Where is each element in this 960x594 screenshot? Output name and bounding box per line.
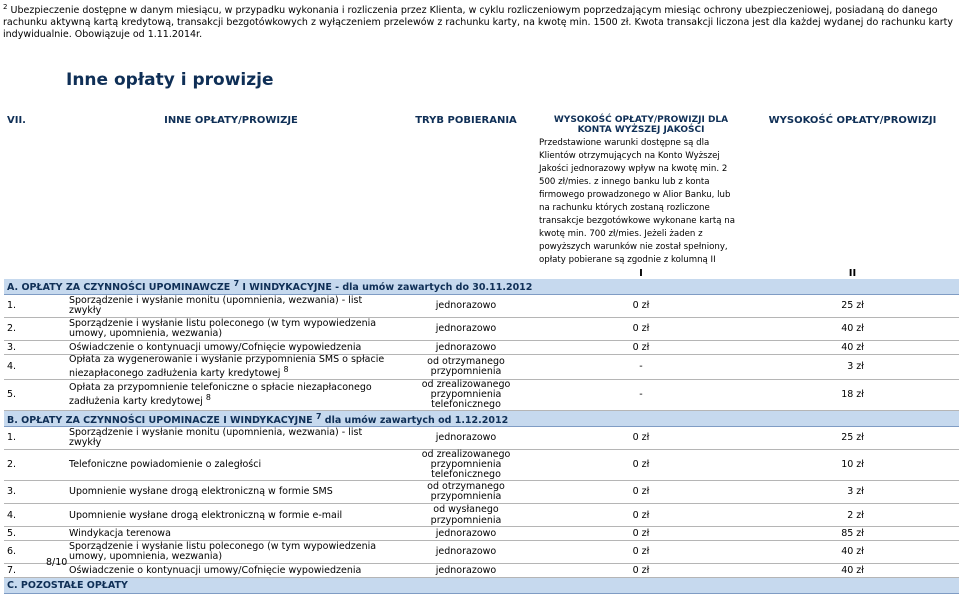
column-number-ii: II bbox=[848, 267, 857, 279]
fee-name bbox=[66, 527, 396, 541]
charge-mode: jednorazowo bbox=[396, 527, 536, 541]
table-row bbox=[4, 564, 959, 578]
fee-premium: 0 zł bbox=[536, 295, 746, 318]
page-number: 8/10 bbox=[46, 557, 68, 568]
table-row bbox=[4, 318, 959, 341]
table-row bbox=[4, 527, 959, 541]
fee-name bbox=[66, 541, 396, 564]
fee-standard: 18 zł bbox=[746, 380, 959, 411]
header-charge-mode: TRYB POBIERANIA bbox=[415, 115, 517, 126]
fee-name-text: Sporządzenie i wysłanie monitu (upomnienia, wezwania) - list zwykły bbox=[69, 427, 363, 449]
charge-mode: jednorazowo bbox=[396, 541, 536, 564]
charge-mode: jednorazowo bbox=[396, 341, 536, 355]
fee-name bbox=[66, 427, 396, 450]
header-fee-premium-note: Przedstawione warunki dostępne są dla Klientów otrzymujących na Konto Wyższej Jakości jednorazowy wpływ na kwotę min. 2 500 zł/mies. z innego banku lub z konta firmowego prowadzonego w Alior Banku, lub na rachunku których zostaną rozliczone transakcje bezgotówkowe wykonane kartą na kwotę min. 700 zł/mies. Jeżeli żaden z powyższych warunków nie został spełniony, opłaty pobierane są zgodnie z kolumną II bbox=[539, 138, 735, 265]
fee-standard: 3 zł bbox=[746, 355, 959, 380]
table-row bbox=[4, 450, 959, 481]
header-fee-premium-title: WYSOKOŚĆ OPŁATY/PROWIZJI DLA KONTA WYŻSZEJ JAKOŚCI bbox=[553, 115, 729, 135]
fee-premium: 0 zł bbox=[536, 427, 746, 450]
section-title-text: OPŁATY ZA CZYNNOŚCI UPOMINACZE I WINDYKACYJNE bbox=[21, 414, 313, 426]
fee-name-text: Upomnienie wysłane drogą elektroniczną w formie SMS bbox=[69, 486, 333, 498]
table-row bbox=[4, 481, 959, 504]
section-title bbox=[4, 578, 959, 594]
fee-premium: 0 zł bbox=[536, 541, 746, 564]
row-number: 5. bbox=[4, 527, 66, 541]
header-section-number: VII. bbox=[7, 115, 26, 126]
fee-standard: 2 zł bbox=[746, 504, 959, 527]
table-row bbox=[4, 541, 959, 564]
fee-footnote-ref: 8 bbox=[283, 365, 289, 374]
section-letter: B. bbox=[7, 414, 18, 426]
fee-name bbox=[66, 295, 396, 318]
section-header-row bbox=[4, 411, 959, 427]
fee-name-text: Sporządzenie i wysłanie monitu (upomnienia, wezwania) - list zwykły bbox=[69, 295, 363, 316]
column-number-i: I bbox=[639, 267, 643, 279]
fee-premium: 0 zł bbox=[536, 564, 746, 578]
fee-name-text: Upomnienie wysłane drogą elektroniczną w formie e-mail bbox=[69, 509, 343, 521]
page-title: Inne opłaty i prowizje bbox=[66, 70, 274, 90]
header-fee-standard: WYSOKOŚĆ OPŁATY/PROWIZJI bbox=[768, 115, 937, 126]
fee-standard: 85 zł bbox=[746, 527, 959, 541]
fee-name bbox=[66, 504, 396, 527]
fee-standard: 40 zł bbox=[746, 341, 959, 355]
fee-standard: 40 zł bbox=[746, 541, 959, 564]
fee-standard: 40 zł bbox=[746, 564, 959, 578]
fee-footnote-ref: 8 bbox=[205, 393, 211, 403]
footnote-number: 2 bbox=[3, 3, 8, 11]
fee-premium: 0 zł bbox=[536, 450, 746, 481]
section-title bbox=[4, 411, 959, 427]
section-title-text: POZOSTAŁE OPŁATY bbox=[20, 580, 128, 592]
fee-name-text: Windykacja terenowa bbox=[69, 528, 171, 540]
row-number: 6. bbox=[4, 541, 66, 564]
fee-standard: 40 zł bbox=[746, 318, 959, 341]
table-header-row bbox=[4, 115, 959, 267]
table-row bbox=[4, 295, 959, 318]
fee-name bbox=[66, 564, 396, 578]
row-number: 1. bbox=[4, 427, 66, 450]
fee-premium: 0 zł bbox=[536, 527, 746, 541]
footnote bbox=[3, 1, 953, 41]
section-footnote-ref: 7 bbox=[315, 411, 322, 421]
fee-name bbox=[66, 355, 396, 380]
charge-mode: jednorazowo bbox=[396, 564, 536, 578]
charge-mode: od wysłanego przypomnienia bbox=[396, 504, 536, 527]
header-fee-premium bbox=[536, 115, 746, 267]
fee-standard: 25 zł bbox=[746, 427, 959, 450]
fee-premium: 0 zł bbox=[536, 504, 746, 527]
fee-standard: 10 zł bbox=[746, 450, 959, 481]
charge-mode: jednorazowo bbox=[396, 318, 536, 341]
row-number: 3. bbox=[4, 341, 66, 355]
row-number: 4. bbox=[4, 355, 66, 380]
row-number: 2. bbox=[4, 450, 66, 481]
section-title-tail: I WINDYKACYJNE - dla umów zawartych do 30.11.2012 bbox=[242, 282, 533, 294]
charge-mode: jednorazowo bbox=[396, 295, 536, 318]
fee-name bbox=[66, 380, 396, 411]
charge-mode: od otrzymanego przypomnienia bbox=[396, 481, 536, 504]
section-letter: C. bbox=[7, 580, 18, 592]
fee-name bbox=[66, 481, 396, 504]
row-number: 2. bbox=[4, 318, 66, 341]
fee-name bbox=[66, 318, 396, 341]
fee-name-text: Telefoniczne powiadomienie o zaległości bbox=[69, 459, 262, 471]
table-row bbox=[4, 380, 959, 411]
row-number: 7. bbox=[4, 564, 66, 578]
row-number: 4. bbox=[4, 504, 66, 527]
fee-standard: 25 zł bbox=[746, 295, 959, 318]
row-number: 5. bbox=[4, 380, 66, 411]
fee-premium: - bbox=[536, 355, 746, 380]
fee-name-text: Opłata za wygenerowanie i wysłanie przypomnienia SMS o spłacie niezapłaconego zadłużenia karty kredytowej bbox=[69, 354, 385, 380]
fee-premium: 0 zł bbox=[536, 318, 746, 341]
footnote-text: Ubezpieczenie dostępne w danym miesiącu, w przypadku wykonania i rozliczenia przez Klienta, w cyklu rozliczeniowym poprzedzającym miesiąc ochrony ubezpieczeniowej, posiadaną do danego rachunku aktywną kartą kredytową, transakcji bezgotówkowych z wyłączeniem przelewów z rachunku karty, na kwotę min. 1500 zł. Kwota transakcji liczona jest dla każdej wydanej do rachunku karty indywidualnie. Obowiązuje od 1.11.2014r. bbox=[3, 5, 953, 41]
fees-table bbox=[4, 115, 959, 594]
column-numbers-row bbox=[4, 267, 959, 279]
table-row bbox=[4, 504, 959, 527]
fee-name bbox=[66, 450, 396, 481]
table-row bbox=[4, 355, 959, 380]
fee-name-text: Oświadczenie o kontynuacji umowy/Cofnięcie wypowiedzenia bbox=[69, 342, 362, 353]
table-row bbox=[4, 341, 959, 355]
fee-name-text: Opłata za przypomnienie telefoniczne o spłacie niezapłaconego zadłużenia karty kredytowej bbox=[69, 382, 372, 408]
section-header-row bbox=[4, 279, 959, 295]
fee-premium: 0 zł bbox=[536, 341, 746, 355]
row-number: 3. bbox=[4, 481, 66, 504]
charge-mode: od zrealizowanego przypomnienia telefonicznego bbox=[396, 380, 536, 411]
fee-premium: 0 zł bbox=[536, 481, 746, 504]
charge-mode: od otrzymanego przypomnienia bbox=[396, 355, 536, 380]
fee-name-text: Sporządzenie i wysłanie listu poleconego (w tym wypowiedzenia umowy, upomnienia, wezwania) bbox=[69, 541, 377, 563]
fee-name bbox=[66, 341, 396, 355]
charge-mode: od zrealizowanego przypomnienia telefonicznego bbox=[396, 450, 536, 481]
table-row bbox=[4, 427, 959, 450]
section-title-text: OPŁATY ZA CZYNNOŚCI UPOMINAWCZE bbox=[21, 282, 231, 294]
fee-name-text: Oświadczenie o kontynuacji umowy/Cofnięcie wypowiedzenia bbox=[69, 565, 362, 577]
section-title-tail: dla umów zawartych od 1.12.2012 bbox=[324, 414, 509, 426]
section-header-row bbox=[4, 578, 959, 594]
charge-mode: jednorazowo bbox=[396, 427, 536, 450]
section-footnote-ref: 7 bbox=[233, 279, 240, 289]
header-fee-name: INNE OPŁATY/PROWIZJE bbox=[164, 115, 298, 126]
row-number: 1. bbox=[4, 295, 66, 318]
section-letter: A. bbox=[7, 282, 19, 294]
fee-premium: - bbox=[536, 380, 746, 411]
fee-standard: 3 zł bbox=[746, 481, 959, 504]
fee-name-text: Sporządzenie i wysłanie listu poleconego (w tym wypowiedzenia umowy, upomnienia, wezwania) bbox=[69, 318, 377, 339]
section-title bbox=[4, 279, 959, 295]
